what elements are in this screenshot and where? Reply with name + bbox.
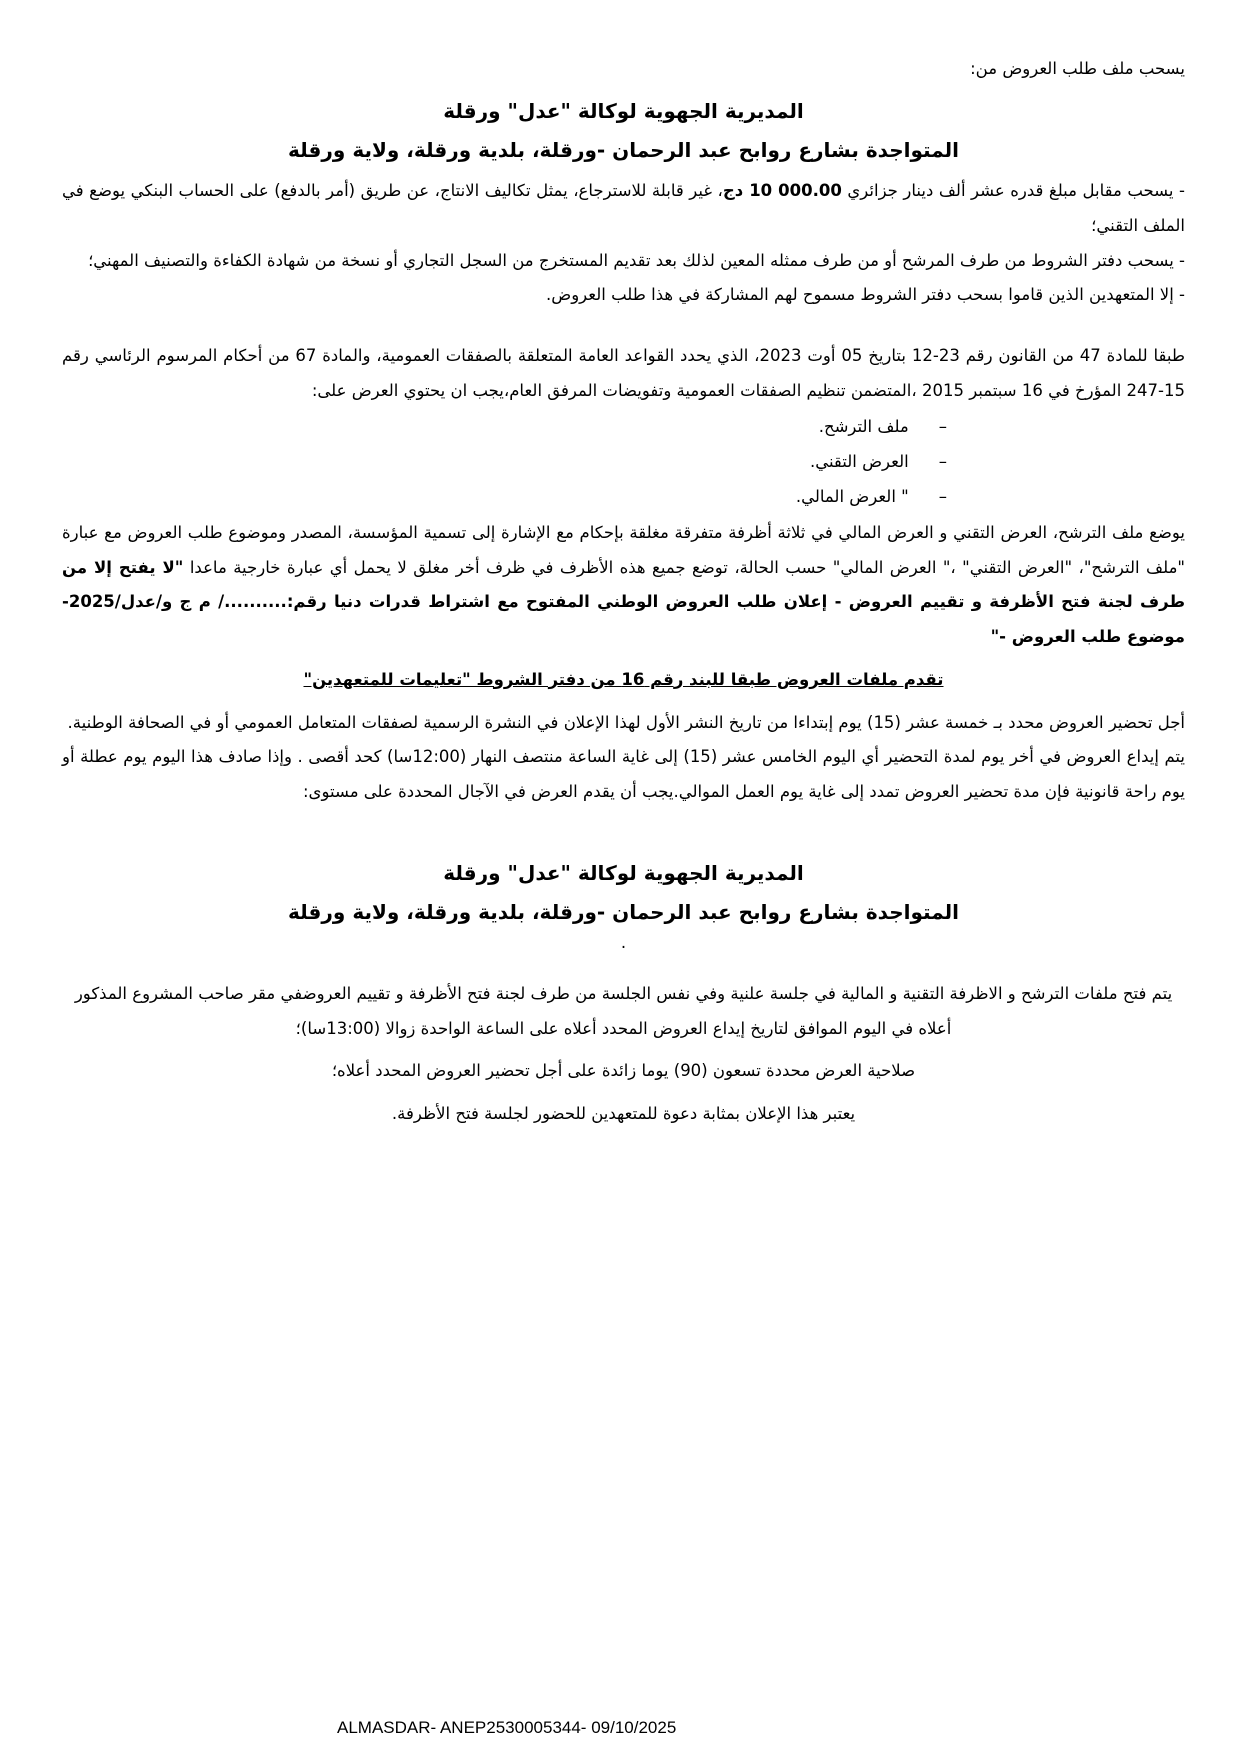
footer-reference: ALMASDAR- ANEP2530005344- 09/10/2025 bbox=[337, 1718, 677, 1737]
offer-item-label: " العرض المالي. bbox=[795, 486, 909, 506]
dot-line: . bbox=[620, 932, 627, 952]
dash-bullet: – bbox=[938, 417, 947, 437]
org-heading-2-line2: المتواجدة بشارع روابح عبد الرحمان -ورقلة، بلدية ورقلة، ولاية ورقلة bbox=[288, 899, 959, 924]
preparation-deadline-paragraph: أجل تحضير العروض محدد بـ خمسة عشر (15) يوم إبتداءا من تاريخ النشر الأول لهذا الإعلان في النشرة الرسمية لصفقات المتعامل العمومي أو في الصحافة الوطنية. bbox=[67, 712, 1185, 732]
withdraw-bullet-participation: - إلا المتعهدين الذين قاموا بسحب دفتر الشروط مسموح لهم المشاركة في هذا طلب العروض. bbox=[546, 285, 1185, 305]
invitation-paragraph: يعتبر هذا الإعلان بمثابة دعوة للمتعهدين للحضور لجلسة فتح الأظرفة. bbox=[391, 1104, 856, 1123]
withdraw-bullet-fee-rest: ، غير قابلة للاسترجاع، يمثل تكاليف الانتاج، عن طريق (أمر بالدفع) على الحساب البنكي يوضع في الملف التقني؛ bbox=[62, 181, 1185, 236]
fee-amount-unit: دج bbox=[722, 181, 750, 201]
envelope-opening-session-paragraph: يتم فتح ملفات الترشح و الاظرفة التقنية و المالية في جلسة علنية وفي نفس الجلسة من طرف لجنة فتح الأظرفة و تقييم العروضفي مقر صاحب المشروع المذكور أعلاه في اليوم الموافق لتاريخ إيداع العروض المحدد أعلاه على الساعة الواحدة زوالا (13:00سا)؛ bbox=[74, 984, 1173, 1038]
intro-line: يسحب ملف طلب العروض من: bbox=[970, 59, 1185, 78]
envelope-instructions-text: يوضع ملف الترشح، العرض التقني و العرض المالي في ثلاثة أظرفة متفرقة مغلقة بإحكام مع الإشارة إلى تسمية المؤسسة، المصدر وموضوع طلب العروض مع عبارة "ملف الترشح"، "العرض التقني" ،" العرض المالي" حسب الحالة، توضع جميع هذه الأظرف في ظرف أخر مغلق لا يحمل أي عبارة خارجية ماعدا bbox=[62, 523, 1185, 577]
submission-rule-line: تقدم ملفات العروض طبقا للبند رقم 16 من دفتر الشروط "تعليمات للمتعهدين" bbox=[303, 669, 944, 689]
withdraw-bullet-fee bbox=[62, 174, 1185, 243]
deposit-deadline-paragraph: يتم إيداع العروض في أخر يوم لمدة التحضير أي اليوم الخامس عشر (15) إلى غاية الساعة منتصف النهار (12:00سا) كحد أقصى . وإذا صادف هذا اليوم يوم عطلة أو يوم راحة قانونية فإن مدة تحضير العروض تمدد إلى غاية يوم العمل الموالي.يجب أن يقدم العرض في الآجال المحددة على مستوى: bbox=[62, 747, 1185, 801]
list-item bbox=[62, 410, 947, 445]
org-heading-line2: المتواجدة بشارع روابح عبد الرحمان -ورقلة، بلدية ورقلة، ولاية ورقلة bbox=[288, 138, 959, 163]
org-heading-2 bbox=[62, 854, 1185, 953]
withdraw-bullet-representative: - يسحب دفتر الشروط من طرف المرشح أو من طرف ممثله المعين لذلك بعد تقديم المستخرج من السجل التجاري أو نسخة من شهادة الكفاءة والتصنيف المهني؛ bbox=[88, 250, 1185, 270]
fee-amount-number: 10 000.00 bbox=[749, 181, 842, 201]
dash-bullet: – bbox=[938, 451, 947, 471]
org-heading bbox=[62, 92, 1185, 170]
envelope-instructions-paragraph bbox=[62, 516, 1185, 655]
org-heading-2-line1: المديرية الجهوية لوكالة "عدل" ورقلة bbox=[443, 860, 804, 885]
do-not-open-notice: "لا يفتح إلا من طرف لجنة فتح الأظرفة و تقييم العروض - إعلان طلب العروض الوطني المفتوح مع اشتراط قدرات دنيا رقم:........../ م ج و/عدل/2025- موضوع طلب العروض -" bbox=[62, 557, 1185, 647]
offer-validity-paragraph: صلاحية العرض محددة تسعون (90) يوما زائدة على أجل تحضير العروض المحدد أعلاه؛ bbox=[331, 1061, 916, 1081]
list-item bbox=[62, 445, 947, 480]
legal-references-paragraph: طبقا للمادة 47 من القانون رقم 23-12 بتاريخ 05 أوت 2023، الذي يحدد القواعد العامة المتعلقة بالصفقات العمومية، والمادة 67 من أحكام المرسوم الرئاسي رقم 15-247 المؤرخ في 16 سبتمبر 2015 ،المتضمن تنظيم الصفقات العمومية وتفويضات المرفق العام،يجب ان يحتوي العرض على: bbox=[62, 345, 1186, 400]
list-item bbox=[62, 480, 947, 515]
offer-item-label: العرض التقني. bbox=[809, 451, 909, 471]
offer-components-list bbox=[62, 410, 947, 514]
offer-item-label: ملف الترشح. bbox=[818, 417, 909, 437]
dash-bullet: – bbox=[938, 486, 947, 506]
org-heading-line1: المديرية الجهوية لوكالة "عدل" ورقلة bbox=[443, 99, 804, 124]
withdraw-bullet-fee-text: - يسحب مقابل مبلغ قدره عشر ألف دينار جزائري bbox=[841, 181, 1185, 201]
